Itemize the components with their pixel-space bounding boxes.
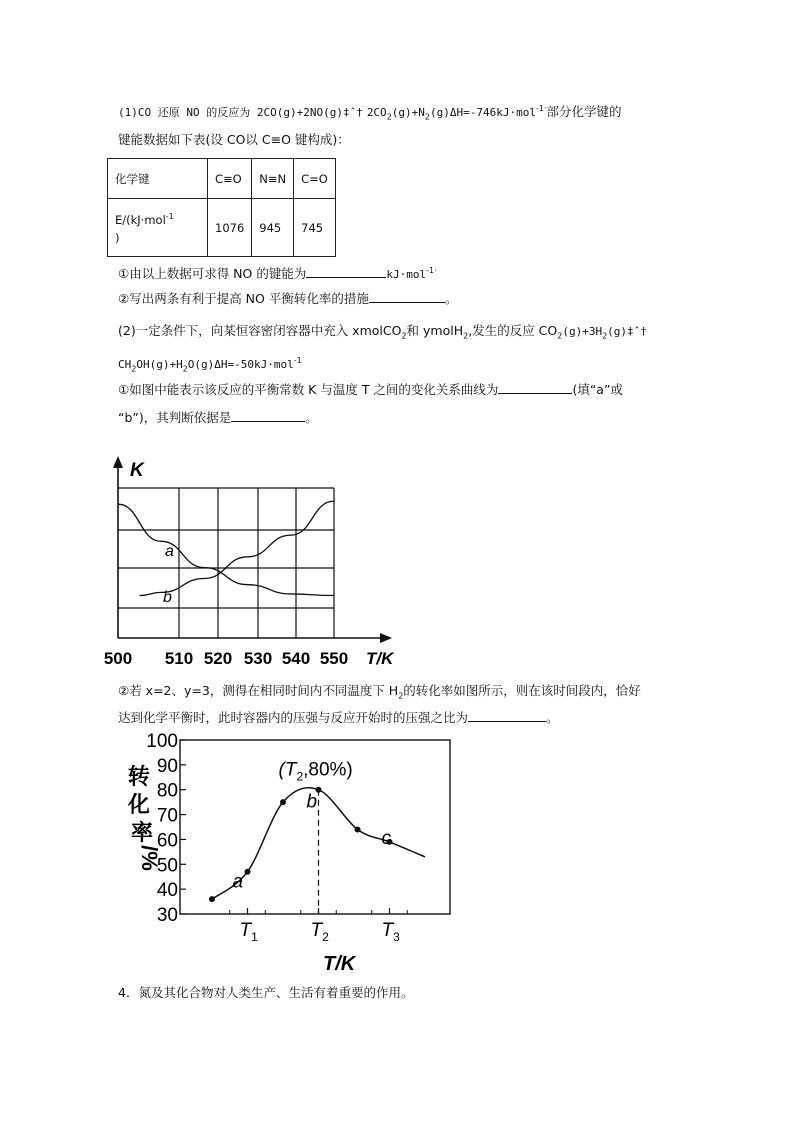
y-tick-label: 100 (146, 731, 178, 752)
table-row (108, 199, 336, 257)
q1-intro-line: (1)CO 还原 NO 的反应为 2CO(g)+2NO(g)‡ˆ† $2CO_2(g)+N_2(g)\Delta H=-746kJ\cdot mol^{-1\cdot}$部分化学键的 (118, 104, 622, 122)
x-axis-label: T/K (366, 649, 394, 668)
series-label-a: a (165, 543, 174, 560)
series-label-b: b (163, 589, 172, 606)
q1-subq1: ①由以上数据可求得 NO 的键能为 kJ·mol$^{-1\cdot}$ (118, 266, 437, 282)
x-tick-label: 540 (281, 649, 311, 668)
y-axis-label-unit: /% (137, 845, 162, 871)
table-header-cell: C=O (294, 159, 336, 199)
table-header-cell: C≡O (208, 159, 252, 199)
q1-intro-line2: 键能数据如下表(设 CO以 C≡O 键构成)： (118, 132, 350, 147)
table-header-cell: N≡N (252, 159, 294, 199)
conversion-vs-t-chart (110, 731, 460, 975)
table-header-cell: 化学键 (108, 159, 208, 199)
bond-energy-table (107, 158, 336, 257)
x-tick-label: 550 (319, 649, 349, 668)
x-tick-label: $T_2$ (310, 920, 329, 944)
y-tick-label: 90 (156, 755, 178, 777)
point-label-b: b (306, 791, 318, 813)
point-label-a: a (232, 871, 244, 893)
series-line-a (118, 504, 334, 595)
footer-q4: 4．氮及其化合物对人类生产、生活有着重要的作用。 (118, 985, 414, 1000)
table-header-row (108, 159, 336, 199)
x-axis-label: T/K (323, 953, 356, 975)
q2-line2: $CH_2OH(g)+H_2O(g)\Delta H=-50kJ\cdot mol^{-1}$ (118, 356, 302, 374)
q2-subq1: ①如图中能表示该反应的平衡常数 K 与温度 T 之间的变化关系曲线为 (填“a”或 (118, 382, 623, 397)
y-tick-label: 40 (156, 880, 178, 902)
q1-subq2: ②写出两条有利于提高 NO 平衡转化率的措施 。 (118, 291, 458, 306)
x-tick-label: 520 (203, 649, 233, 668)
x-tick-label: $T_1$ (239, 920, 258, 944)
y-tick-label: 30 (156, 905, 178, 926)
x-axis-arrow-icon (380, 633, 392, 643)
table-cell: 745 (294, 199, 336, 257)
answer-blank[interactable] (498, 381, 572, 394)
answer-blank[interactable] (231, 409, 305, 422)
y-axis-label: 转 化 率 (127, 764, 154, 845)
answer-blank[interactable] (468, 709, 546, 722)
k-vs-t-chart (103, 450, 410, 672)
peak-annotation: $(T_2,80\%)$ (278, 759, 353, 784)
table-cell: 945 (252, 199, 294, 257)
data-point (209, 896, 215, 902)
x-tick-label: 510 (164, 649, 194, 668)
answer-blank[interactable] (306, 265, 386, 278)
data-point (280, 799, 286, 805)
point-label-c: c (381, 827, 391, 849)
chart-grid (118, 488, 334, 638)
q2-subq2: ②若 x=2、y=3，测得在相同时间内不同温度下 $H_2$的转化率如图所示，则在该时间段内，恰好 (118, 683, 641, 701)
x-tick-label: $T_3$ (381, 920, 400, 944)
q2-subq2-line2: 达到化学平衡时，此时容器内的压强与反应开始时的压强之比为 。 (118, 710, 559, 725)
y-tick-label: 80 (156, 780, 178, 802)
table-cell: 1076 (208, 199, 252, 257)
y-tick-label: 70 (156, 805, 178, 827)
equilibrium-arrows: ‡ˆ† (342, 106, 363, 120)
y-axis-arrow-icon (113, 456, 123, 468)
y-tick-label: 50 (156, 855, 178, 877)
q2-line1: (2)一定条件下，向某恒容密闭容器中充入 xmolCO$_2$和 ymolH$_2$,发生的反应 $CO_2(g)+3H_2(g)\ddagger ˆ\dagger$ (118, 323, 647, 341)
x-tick-label: 500 (103, 649, 133, 668)
x-tick-label: 530 (243, 649, 273, 668)
data-point (245, 869, 251, 875)
y-axis-label: K (130, 460, 144, 481)
answer-blank[interactable] (369, 290, 445, 303)
equilibrium-arrows: ‡ˆ† (627, 325, 647, 338)
q2-subq1-line2: “b”)，其判断依据是 。 (118, 410, 318, 425)
data-point (355, 826, 361, 832)
table-row-label: E/(kJ·mol$^{-1}$ ) (108, 199, 208, 257)
y-tick-label: 60 (156, 830, 178, 852)
